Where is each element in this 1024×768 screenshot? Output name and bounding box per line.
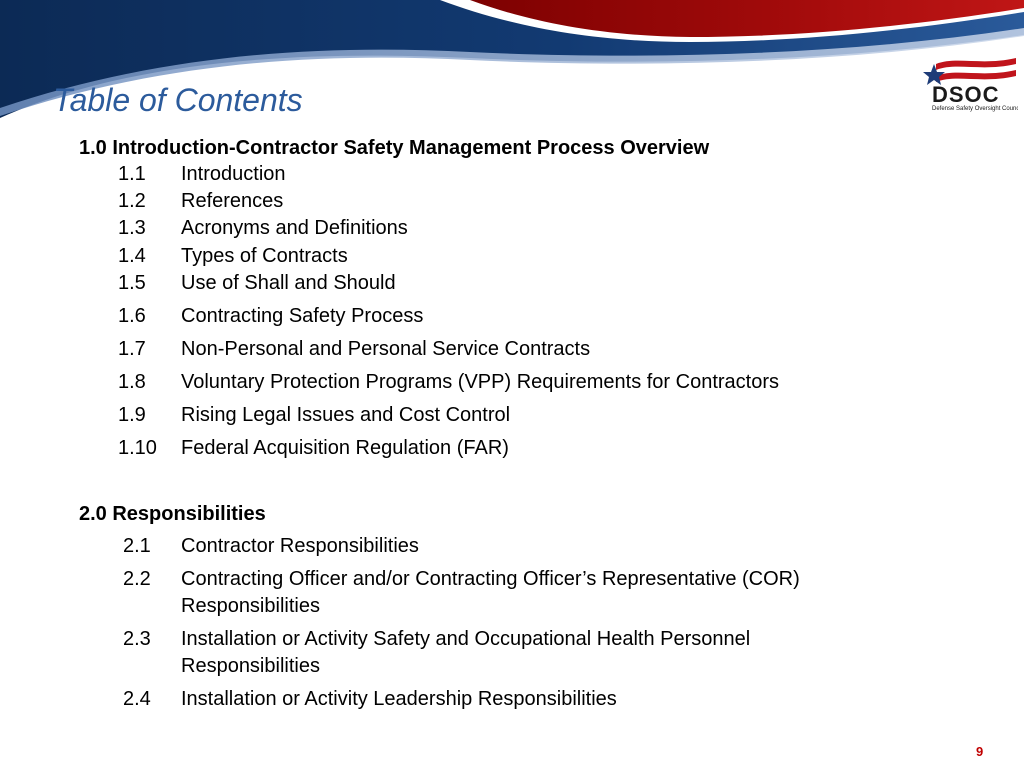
toc-item-number: 1.1 — [118, 163, 146, 185]
toc-item-number: 1.3 — [118, 217, 146, 239]
toc-item-label: Use of Shall and Should — [181, 272, 396, 294]
toc-item-number: 1.10 — [118, 437, 157, 459]
toc-item-label: Installation or Activity Safety and Occupational Health Personnel Responsibilities — [181, 628, 751, 677]
toc-item-number: 1.5 — [118, 272, 146, 294]
toc-item-number: 1.9 — [118, 404, 146, 426]
toc-item-number: 2.2 — [123, 568, 151, 590]
toc-item-label: Contractor Responsibilities — [181, 535, 419, 557]
section-heading: 1.0 Introduction-Contractor Safety Management Process Overview — [79, 137, 710, 159]
toc-item-label: Non-Personal and Personal Service Contracts — [181, 338, 591, 360]
toc-item-label: Contracting Safety Process — [181, 305, 424, 327]
toc-item-label: Contracting Officer and/or Contracting Officer’s Representative (COR) Responsibilities — [181, 568, 800, 617]
toc-item-number: 1.2 — [118, 190, 146, 212]
toc-item-label: Rising Legal Issues and Cost Control — [181, 404, 511, 426]
toc-item-number: 1.7 — [118, 338, 146, 360]
toc-item-label: Introduction — [181, 163, 286, 185]
svg-text:Defense Safety Oversight Counc: Defense Safety Oversight Council — [932, 106, 1018, 112]
toc-item-label: Installation or Activity Leadership Responsibilities — [181, 688, 617, 710]
page-title: Table of Contents — [53, 82, 303, 118]
page-number: 9 — [976, 744, 984, 759]
toc-item-number: 1.4 — [118, 245, 146, 267]
toc-item-number: 2.3 — [123, 628, 151, 650]
toc-item-label: References — [181, 190, 284, 212]
toc-item-label: Federal Acquisition Regulation (FAR) — [181, 437, 509, 459]
toc-item-number: 2.1 — [123, 535, 151, 557]
toc-item-number: 1.6 — [118, 305, 146, 327]
toc-item-number: 2.4 — [123, 688, 151, 710]
toc-item-number: 1.8 — [118, 371, 146, 393]
section-heading: 2.0 Responsibilities — [79, 503, 266, 525]
toc-item-label: Voluntary Protection Programs (VPP) Requirements for Contractors — [181, 371, 780, 393]
toc-item-label: Types of Contracts — [181, 245, 348, 267]
toc-item-label: Acronyms and Definitions — [181, 217, 408, 239]
svg-text:DSOC: DSOC — [932, 82, 1000, 107]
